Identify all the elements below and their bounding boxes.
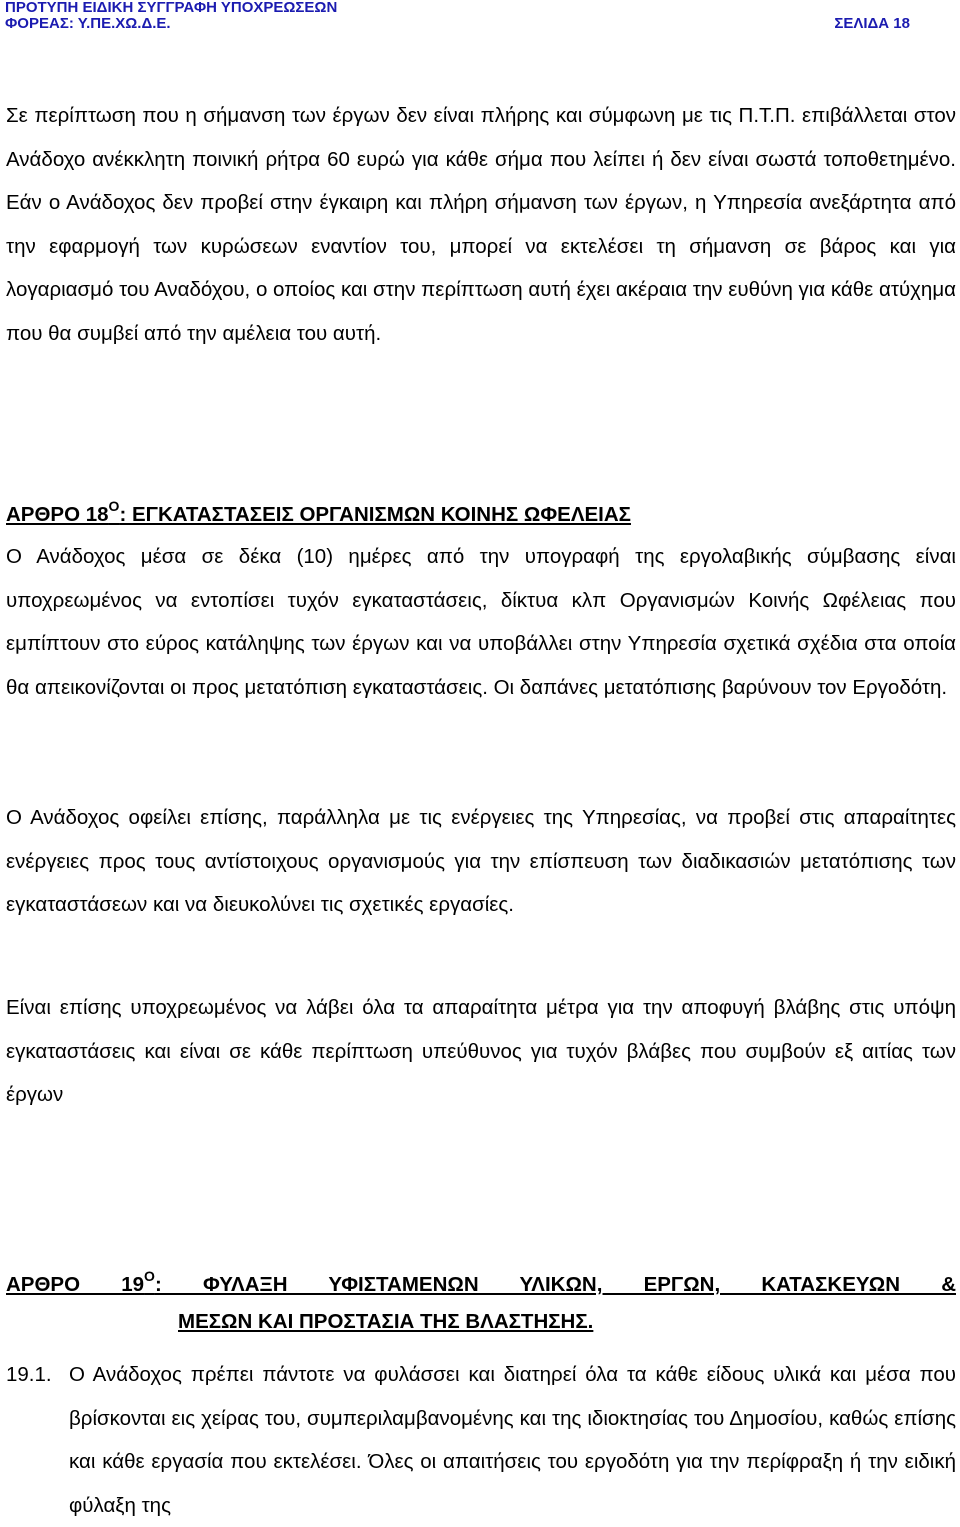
header-agency: ΦΟΡΕΑΣ: Υ.ΠΕ.ΧΩ.Δ.Ε. — [5, 15, 171, 32]
article-19-title-line1 — [6, 1262, 956, 1301]
article-18-superscript: Ο — [108, 498, 120, 514]
article-19-title: : ΦΥΛΑΞΗ ΥΦΙΣΤΑΜΕΝΩΝ ΥΛΙΚΩΝ, ΕΡΓΩΝ, ΚΑΤΑΣΚΕΥΩΝ & — [154, 1272, 956, 1296]
article-18-prefix: ΑΡΘΡΟ 18 — [6, 502, 109, 526]
clause-number: 19.1. — [6, 1363, 52, 1386]
paragraph-utilities-coordination: Ο Ανάδοχος οφείλει επίσης, παράλληλα με τις ενέργειες της Υπηρεσίας, να προβεί στις απαραίτητες ενέργειες προς τους αντίστοιχους οργανισμούς για την επίσπευση των διαδικασιών μετατόπισης των εγκαταστάσεων και να διευκολύνει τις σχετικές εργασίες. — [6, 806, 956, 917]
header-title: ΠΡΟΤΥΠΗ ΕΙΔΙΚΗ ΣΥΓΓΡΑΦΗ ΥΠΟΧΡΕΩΣΕΩΝ — [5, 0, 338, 16]
article-18-heading — [6, 492, 631, 531]
paragraph-utilities-survey: Ο Ανάδοχος μέσα σε δέκα (10) ημέρες από την υπογραφή της εργολαβικής σύμβασης είναι υποχρεωμένος να εντοπίσει τυχόν εγκαταστάσεις, δίκτυα κλπ Οργανισμών Κοινής Ωφέλειας που εμπίπτουν στο εύρος κατάληψης των έργων και να υποβάλλει στην Υπηρεσία σχετικά σχέδια στα οποία θα απεικονίζονται οι προς μετατόπιση εγκαταστάσεις. Οι δαπάνες μετατόπισης βαρύνουν τον Εργοδότη. — [6, 545, 956, 699]
paragraph-signage-penalty: Σε περίπτωση που η σήμανση των έργων δεν είναι πλήρης και σύμφωνη με τις Π.Τ.Π. επιβάλλεται στον Ανάδοχο ανέκκλητη ποινική ρήτρα 60 ευρώ για κάθε σήμα που λείπει ή δεν είναι σωστά τοποθετημένο. Εάν ο Ανάδοχος δεν προβεί στην έγκαιρη και πλήρη σήμανση των έργων, η Υπηρεσία ανεξάρτητα από την εφαρμογή των κυρώσεων εναντίον του, μπορεί να εκτελέσει τη σήμανση σε βάρος και για λογαριασμό του Αναδόχου, ο οποίος και στην περίπτωση αυτή έχει ακέραια την ευθύνη για κάθε ατύχημα που θα συμβεί από την αμέλεια του αυτή. — [6, 104, 956, 345]
article-19-title-line2: ΜΕΣΩΝ ΚΑΙ ΠΡΟΣΤΑΣΙΑ ΤΗΣ ΒΛΑΣΤΗΣΗΣ. — [178, 1309, 594, 1333]
article-18-title: : ΕΓΚΑΤΑΣΤΑΣΕΙΣ ΟΡΓΑΝΙΣΜΩΝ ΚΟΙΝΗΣ ΩΦΕΛΕΙΑΣ — [119, 502, 631, 526]
article-19-prefix: ΑΡΘΡΟ 19 — [6, 1272, 145, 1296]
paragraph-damage-prevention: Είναι επίσης υποχρεωμένος να λάβει όλα τα απαραίτητα μέτρα για την αποφυγή βλάβης στις υπόψη εγκαταστάσεις και είναι σε κάθε περίπτωση υπεύθυνος για τυχόν βλάβες που συμβούν εξ αιτίας των έργων — [6, 996, 956, 1107]
article-19-superscript: Ο — [144, 1268, 155, 1284]
article-19-heading — [6, 1262, 956, 1338]
header-row — [5, 16, 955, 32]
page-header — [5, 0, 955, 32]
page-number: ΣΕΛΙΔΑ 18 — [834, 15, 910, 32]
clause-19-1 — [6, 1353, 956, 1527]
clause-text: Ο Ανάδοχος πρέπει πάντοτε να φυλάσσει και διατηρεί όλα τα κάθε είδους υλικά και μέσα που βρίσκονται εις χείρας του, συμπεριλαμβανομένης και της ιδιοκτησίας του Δημοσίου, καθώς επίσης και κάθε εργασία που εκτελέσει. Όλες οι απαιτήσεις του εργοδότη για την περίφραξη ή την ειδική φύλαξη της — [69, 1363, 956, 1517]
